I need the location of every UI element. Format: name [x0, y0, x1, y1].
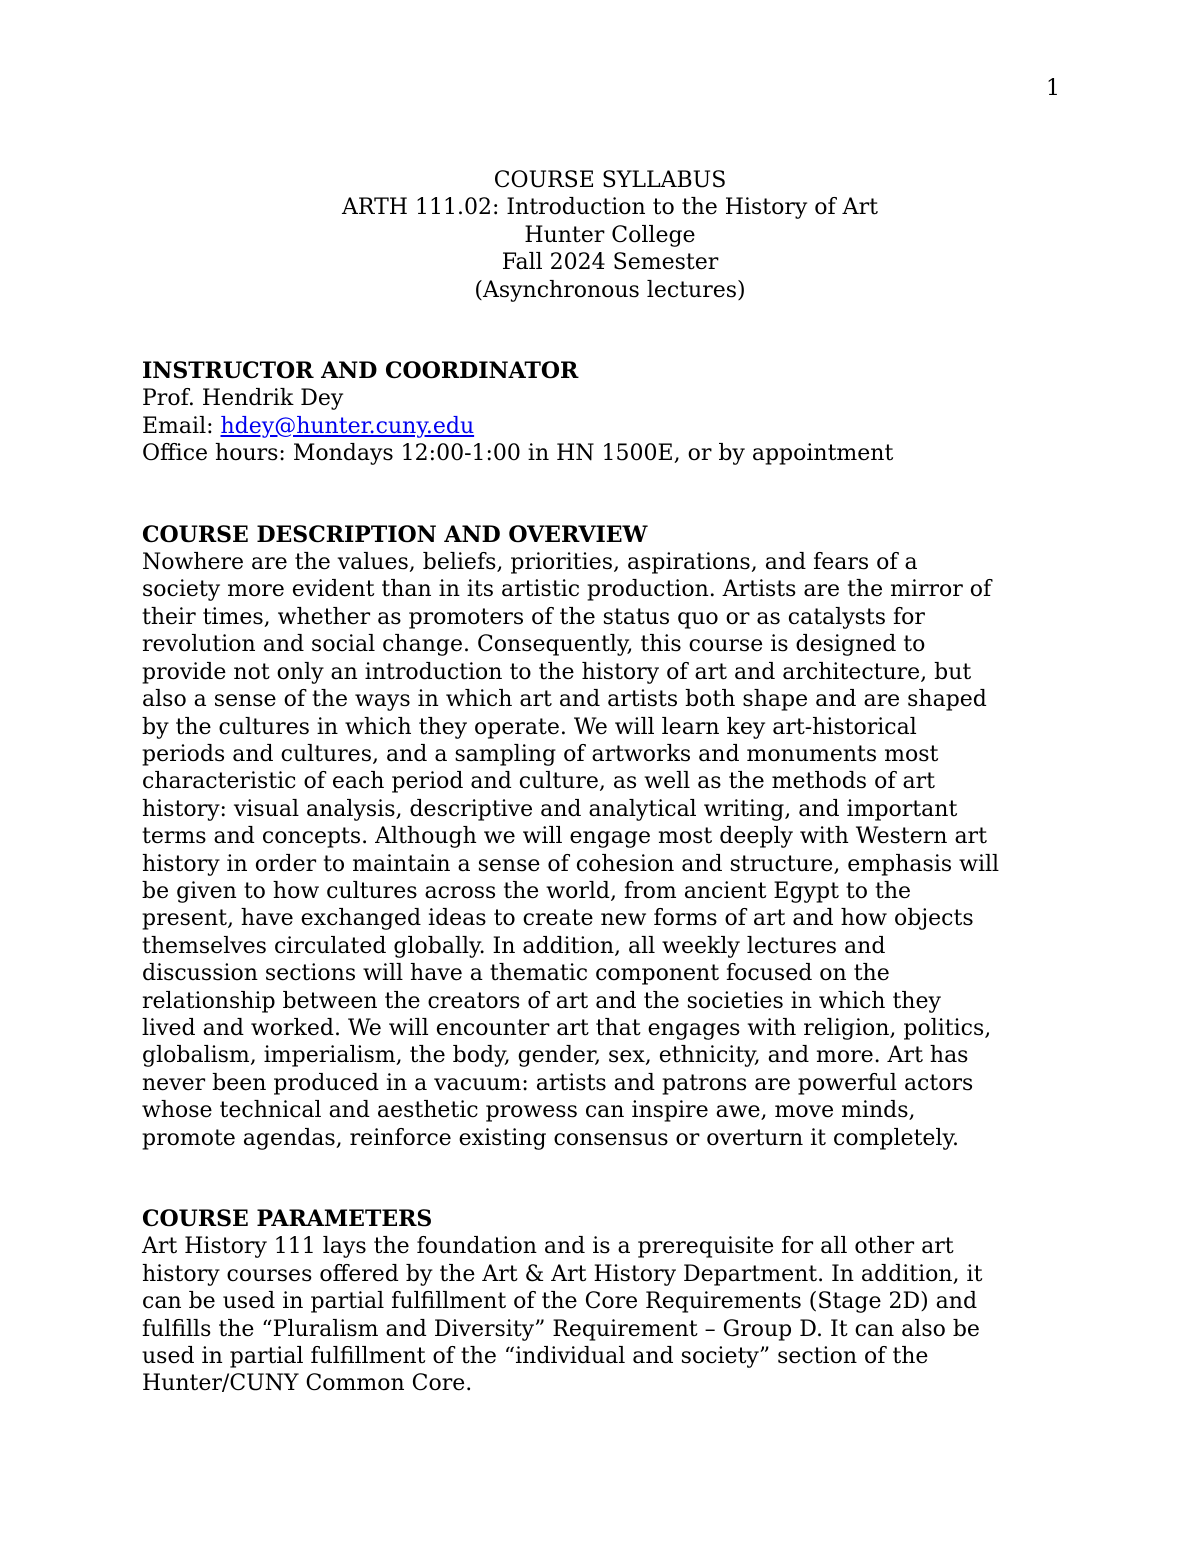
spacer [142, 468, 1072, 522]
description-line: history in order to maintain a sense of cohesion and structure, emphasis will [142, 851, 1000, 877]
description-line: society more evident than in its artistic production. Artists are the mirror of [142, 577, 992, 603]
semester: Fall 2024 Semester [501, 250, 719, 276]
institution-name: Hunter College [524, 222, 696, 248]
parameters-line: can be used in partial fulfillment of the Core Requirements (Stage 2D) and [142, 1289, 978, 1315]
description-line: lived and worked. We will encounter art that engages with religion, politics, [142, 1015, 992, 1041]
description-line: by the cultures in which they operate. We will learn key art-historical [142, 714, 917, 740]
parameters-heading: COURSE PARAMETERS [142, 1206, 433, 1232]
email-label: Email: [142, 413, 221, 439]
description-line: periods and cultures, and a sampling of artworks and monuments most [142, 741, 939, 767]
description-line: be given to how cultures across the world, from ancient Egypt to the [142, 878, 912, 904]
description-line: also a sense of the ways in which art and artists both shape and are shaped [142, 687, 987, 713]
delivery-format: (Asynchronous lectures) [474, 277, 746, 303]
description-line: history: visual analysis, descriptive and analytical writing, and important [142, 796, 958, 822]
description-line: characteristic of each period and culture, as well as the methods of art [142, 769, 935, 795]
spacer [142, 304, 1072, 358]
description-line: discussion sections will have a thematic component focused on the [142, 961, 890, 987]
course-title: ARTH 111.02: Introduction to the History of Art [342, 195, 878, 221]
instructor-email-link[interactable]: hdey@hunter.cuny.edu [220, 413, 475, 439]
description-line: Nowhere are the values, beliefs, priorities, aspirations, and fears of a [142, 550, 918, 576]
parameters-line: fulfills the “Pluralism and Diversity” Requirement – Group D. It can also be [142, 1316, 980, 1342]
description-line: themselves circulated globally. In addition, all weekly lectures and [142, 933, 886, 959]
description-line: present, have exchanged ideas to create new forms of art and how objects [142, 906, 974, 932]
description-line: promote agendas, reinforce existing consensus or overturn it completely. [142, 1125, 959, 1151]
description-line: terms and concepts. Although we will engage most deeply with Western art [142, 824, 987, 850]
description-line: revolution and social change. Consequently, this course is designed to [142, 632, 926, 658]
description-heading: COURSE DESCRIPTION AND OVERVIEW [142, 521, 648, 548]
parameters-line: Hunter/CUNY Common Core. [142, 1371, 473, 1397]
instructor-name: Prof. Hendrik Dey [142, 386, 344, 412]
description-line: provide not only an introduction to the history of art and architecture, but [142, 659, 972, 685]
description-paragraph [142, 549, 1072, 1152]
description-line: never been produced in a vacuum: artists and patrons are powerful actors [142, 1070, 974, 1096]
parameters-line: used in partial fulfillment of the “individual and society” section of the [142, 1344, 929, 1370]
instructor-section [142, 358, 1072, 468]
description-line: their times, whether as promoters of the status quo or as catalysts for [142, 604, 925, 630]
document-title: COURSE SYLLABUS [493, 168, 727, 193]
instructor-email-line [142, 413, 1072, 440]
spacer [142, 1152, 1072, 1206]
instructor-heading: INSTRUCTOR AND COORDINATOR [142, 358, 579, 385]
parameters-section [142, 1206, 1072, 1398]
description-section [142, 522, 1072, 1152]
description-line: globalism, imperialism, the body, gender, sex, ethnicity, and more. Art has [142, 1043, 969, 1069]
description-line: whose technical and aesthetic prowess can inspire awe, move minds, [142, 1098, 916, 1124]
description-line: relationship between the creators of art and the societies in which they [142, 988, 941, 1014]
page-number: 1 [1046, 76, 1060, 101]
parameters-paragraph [142, 1233, 1072, 1397]
parameters-line: Art History 111 lays the foundation and is a prerequisite for all other art [142, 1234, 954, 1260]
parameters-line: history courses offered by the Art & Art History Department. In addition, it [142, 1261, 983, 1287]
office-hours: Office hours: Mondays 12:00-1:00 in HN 1500E, or by appointment [142, 441, 894, 467]
syllabus-header [142, 167, 1078, 304]
document-body [142, 167, 1072, 1398]
